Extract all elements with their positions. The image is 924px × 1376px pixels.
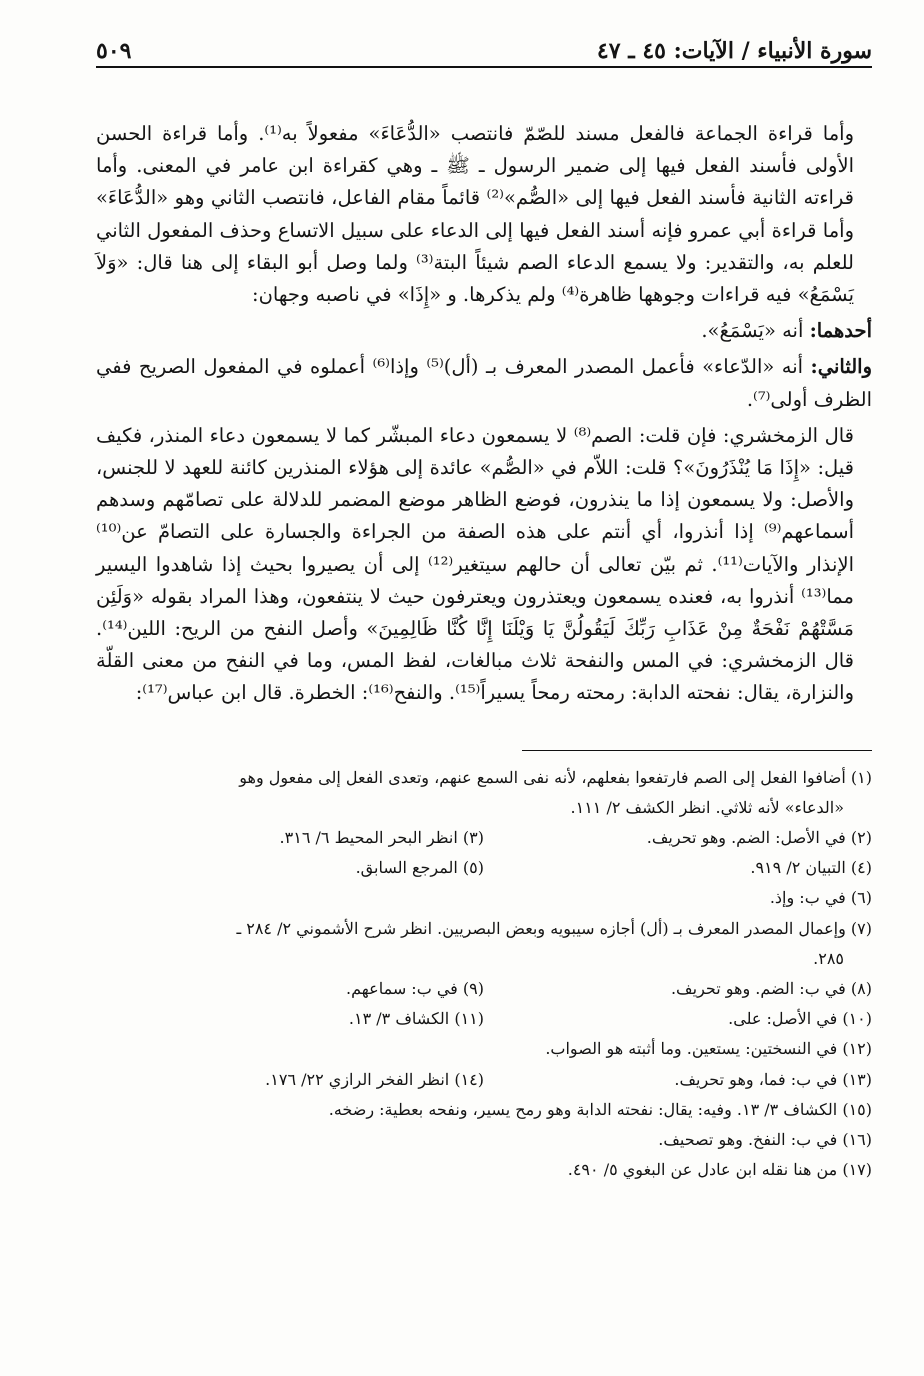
paragraph: [96, 315, 872, 347]
footnote-row: [96, 1065, 872, 1095]
header-rule: [96, 66, 872, 68]
footnote: (١) أضافوا الفعل إلى الصم فارتفعوا بفعلهم، لأنه نفى السمع عنهم، وتعدى الفعل إلى مفعول وهو: [239, 767, 872, 787]
footnote: (٧) وإعمال المصدر المعرف بـ (أل) أجازه سيبويه وبعض البصريين. انظر شرح الأشموني ٢/ ٢٨٤ ـ: [236, 918, 872, 938]
footnote-row: [96, 823, 872, 853]
footnote: (١٤) انظر الفخر الرازي ٢٢/ ١٧٦.: [265, 1069, 484, 1089]
footnote: (٩) في ب: سماعهم.: [346, 979, 484, 999]
footnote-row: [96, 853, 872, 883]
footnote-rule: [522, 750, 872, 751]
page-number: ٥٠٩: [96, 38, 132, 64]
footnote: (١٢) في النسختين: يستعين. وما أثبته هو الصواب.: [545, 1039, 872, 1059]
surah-title: سورة الأنبياء / الآيات: ٤٥ ـ ٤٧: [596, 38, 872, 64]
point-text: أنه «الدّعاء» فأعمل المصدر المعرف بـ (أل)⁽⁵⁾ وإذا⁽⁶⁾ أعملوه في المفعول الصريح ففي الظرف أولى⁽⁷⁾.: [96, 355, 872, 411]
footnote-continuation: «الدعاء» لأنه ثلاثي. انظر الكشف ٢/ ١١١.: [570, 797, 844, 817]
footnote-row: [96, 974, 872, 1004]
footnote: (٦) في ب: وإذ.: [769, 888, 872, 908]
footnote: (١٠) في الأصل: على.: [728, 1009, 872, 1029]
footnote: (١١) الكشاف ٣/ ١٣.: [348, 1009, 484, 1029]
paragraph: [96, 351, 872, 415]
footnote: (٣) انظر البحر المحيط ٦/ ٣١٦.: [279, 828, 484, 848]
footnote-row: [96, 1004, 872, 1034]
footnote-continuation: ٢٨٥.: [813, 948, 844, 968]
footnote: (١٥) الكشاف ٣/ ١٣. وفيه: يقال: نفحته الدابة وهو رمح يسير، ونفحه بعطية: رضخه.: [328, 1099, 872, 1119]
footnotes: [96, 763, 872, 1186]
footnote: (٢) في الأصل: الضم. وهو تحريف.: [646, 828, 872, 848]
paragraph: قال الزمخشري: فإن قلت: الصم⁽⁸⁾ لا يسمعون دعاء المبشّر كما لا يسمعون دعاء المنذر، فكيف قيل: «إِذَا مَا يُنْذَرُونَ»؟ قلت: اللاّم في «الصُّم» عائدة إلى هؤلاء المنذرين كائنة للعهد لا للجنس، والأصل: ولا يسمعون إذا ما ينذرون، فوضع الظاهر موضع المضمر للدلالة على تصامّهم وسدهم أسماعهم⁽⁹⁾ إذا أنذروا، أي أنتم على هذه الصفة من الجراءة والجسارة على التصامّ عن⁽¹⁰⁾ الإنذار والآيات⁽¹¹⁾. ثم بيّن تعالى أن حالهم سيتغير⁽¹²⁾ إلى أن يصيروا بحيث إذا شاهدوا اليسير مما⁽¹³⁾ أنذروا به، فعنده يسمعون ويعتذرون ويعترفون حيث لا ينتفعون، وهذا المراد بقوله «وَلَئِن مَسَّتْهُمْ نَفْحَةٌ مِنْ عَذَابِ رَبِّكَ لَيَقُولُنَّ يَا وَيْلَنَا إِنَّا كُنَّا ظَالِمِينَ» وأصل النفح من الريح: اللين⁽¹⁴⁾. قال الزمخشري: في المس والنفحة ثلاث مبالغات، لفظ المس، وما في النفح من معنى القلّة والنزارة، يقال: نفحته الدابة: رمحته رمحاً يسيراً⁽¹⁵⁾. والنفح⁽¹⁶⁾: الخطرة. قال ابن عباس⁽¹⁷⁾:: [96, 423, 854, 705]
running-header: [96, 34, 872, 74]
footnote: (١٦) في ب: النفخ. وهو تصحيف.: [658, 1130, 872, 1150]
footnote: (١٧) من هنا نقله ابن عادل عن البغوي ٥/ ٤٩٠.: [567, 1160, 872, 1180]
paragraph: وأما قراءة الجماعة فالفعل مسند للصّمّ فانتصب «الدُّعَاءَ» مفعولاً به⁽¹⁾. وأما قراءة الحسن الأولى فأسند الفعل فيها إلى ضمير الرسول ـ ﷺ ـ وهي كقراءة ابن عامر في المعنى. وأما قراءته الثانية فأسند الفعل فيها إلى «الصُّم»⁽²⁾ قائماً مقام الفاعل، فانتصب الثاني وهو «الدُّعَاءَ» وأما قراءة أبي عمرو فإنه أسند الفعل فيها إلى الدعاء على سبيل الاتساع وحذف المفعول الثاني للعلم به، والتقدير: ولا يسمع الدعاء الصم شيئاً البتة⁽³⁾ ولما وصل أبو البقاء إلى هنا قال: «وَلاَ يَسْمَعُ» فيه قراءات وجوهها ظاهرة⁽⁴⁾ ولم يذكرها. و «إِذَا» في ناصبه وجهان:: [96, 122, 854, 307]
point-label: والثاني:: [810, 355, 872, 379]
book-page: [96, 34, 872, 1186]
point-text: أنه «يَسْمَعُ».: [701, 319, 804, 343]
footnote: (٨) في ب: الضم. وهو تحريف.: [670, 979, 872, 999]
footnote: (٤) التبيان ٢/ ٩١٩.: [750, 858, 872, 878]
footnote: (٥) المرجع السابق.: [355, 858, 484, 878]
footnote: (١٣) في ب: فما، وهو تحريف.: [674, 1069, 872, 1089]
point-label: أحدهما:: [809, 319, 872, 343]
main-text: [96, 118, 872, 710]
